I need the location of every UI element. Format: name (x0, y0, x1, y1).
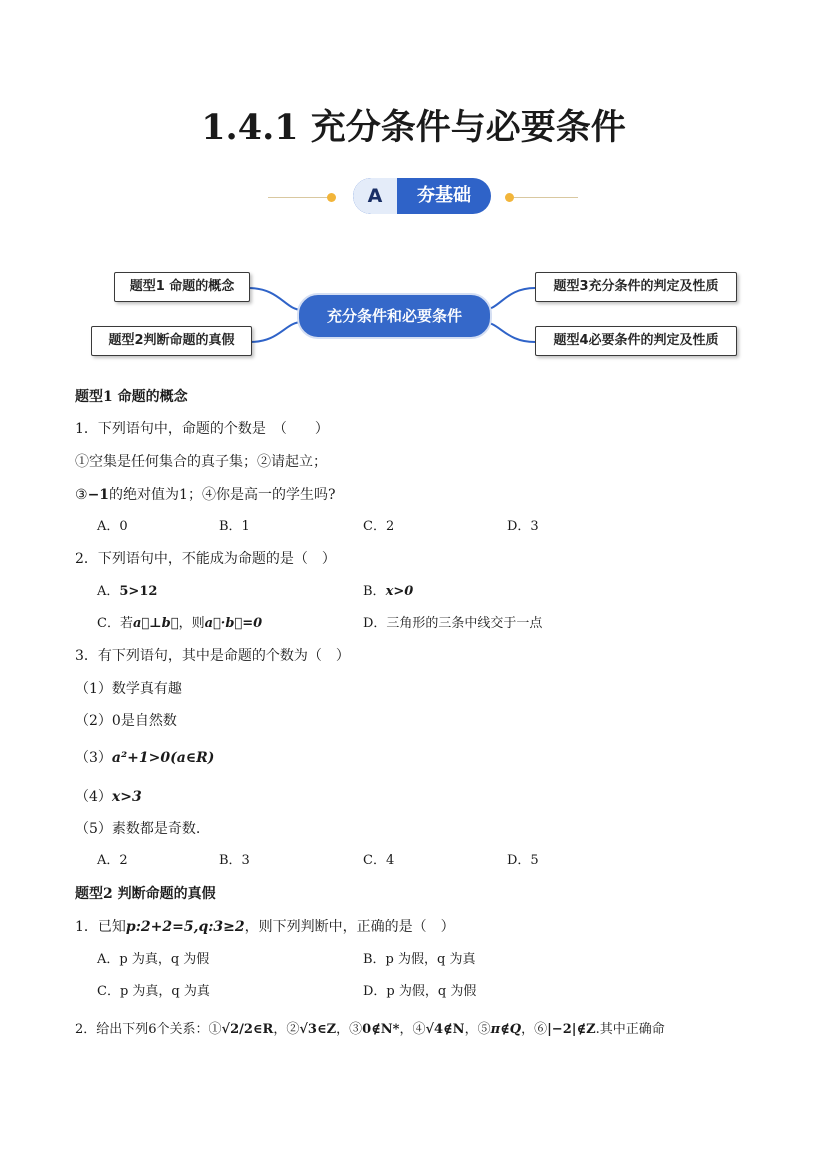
s1-q3-item3-math: a²+1>0(a∈R) (111, 750, 215, 766)
s1-q1-line2-suffix: 的绝对值为1；④你是高一的学生吗? (109, 487, 336, 503)
s2-q2-sep-3: ，③ (336, 1022, 363, 1037)
s2-q1-option-a: A．p 为真，q 为假 (97, 952, 210, 967)
badge-dot-right (505, 193, 514, 202)
s1-q3-item3-label: （3） (75, 750, 112, 766)
s2-q1-option-b: B．p 为假，q 为真 (363, 952, 476, 967)
s2-q2-sep-5: ，⑤ (464, 1022, 491, 1037)
s2-q1-stem-prefix: 1．已知 (75, 919, 126, 935)
s1-q2-option-a (97, 582, 157, 602)
s2-q1-stem (75, 917, 455, 937)
page-title: 1.4.1 充分条件与必要条件 (201, 107, 626, 148)
s1-q1-line2-math: −1 (87, 487, 110, 503)
badge-divider-right (514, 197, 578, 198)
section-badge (353, 178, 491, 214)
s1-q3-item5: （5）素数都是奇数. (75, 821, 201, 837)
s2-q2-relation-2: √3∈Z (299, 1022, 337, 1037)
badge-letter: A (353, 178, 397, 214)
s1-q1-line2 (75, 485, 335, 505)
s1-q1-line1: ①空集是任何集合的真子集；②请起立； (75, 454, 327, 470)
mind-map (80, 262, 750, 372)
s1-q3-item2: （2）0是自然数 (75, 713, 177, 729)
s2-q2-prefix: 2．给出下列6个关系：① (75, 1022, 222, 1037)
mind-map-node-type4: 题型4必要条件的判定及性质 (535, 326, 737, 356)
s2-q1-option-d: D．p 为假，q 为假 (363, 984, 477, 999)
s1-q2-b-label: B． (363, 584, 386, 599)
s2-q2-sep-6: ，⑥ (521, 1022, 548, 1037)
s1-q2-a-math: 5>12 (119, 584, 158, 599)
s1-q1-option-b: B．1 (219, 519, 250, 534)
s1-q2-option-b (363, 582, 413, 602)
s2-q2-suffix: .其中正确命 (595, 1022, 665, 1037)
s1-q2-a-label: A． (97, 584, 120, 599)
s1-q3-option-c: C．4 (363, 853, 395, 868)
s1-q3-stem: 3．有下列语句，其中是命题的个数为（ ） (75, 648, 350, 664)
s2-q2-relation-4: √4∉N (425, 1022, 465, 1037)
s2-q2-relation-5: π∉Q (490, 1022, 522, 1037)
section1-heading: 题型1 命题的概念 (75, 389, 188, 405)
mind-map-center: 充分条件和必要条件 (297, 293, 492, 339)
s1-q3-option-d: D．5 (507, 853, 539, 868)
s2-q1-stem-suffix: ，则下列判断中，正确的是（ ） (244, 919, 455, 935)
s1-q3-item3 (75, 748, 214, 768)
s1-q1-option-a: A．0 (97, 519, 128, 534)
s1-q1-option-c: C．2 (363, 519, 395, 534)
s1-q1-option-d: D．3 (507, 519, 539, 534)
s1-q2-option-d: D．三角形的三条中线交于一点 (363, 616, 543, 631)
s1-q3-item1: （1）数学真有趣 (75, 681, 182, 697)
mind-map-node-type1: 题型1 命题的概念 (114, 272, 250, 302)
s2-q1-stem-math: p:2+2=5,q:3≥2 (125, 919, 245, 935)
s1-q2-c-label: C．若 (97, 616, 133, 631)
s1-q3-item4-math: x>3 (111, 789, 142, 805)
mind-map-node-type3: 题型3充分条件的判定及性质 (535, 272, 737, 302)
badge-dot-left (327, 193, 336, 202)
badge-divider-left (268, 197, 332, 198)
s1-q2-b-math: x>0 (385, 584, 414, 599)
s1-q2-option-c (97, 614, 262, 634)
s1-q3-option-a: A．2 (97, 853, 128, 868)
section2-heading: 题型2 判断命题的真假 (75, 886, 216, 902)
s1-q2-stem: 2．下列语句中，不能成为命题的是（ ） (75, 551, 336, 567)
s2-q2-sep-2: ，② (273, 1022, 300, 1037)
s2-q2-relation-1: √2/2∈R (221, 1022, 274, 1037)
s1-q2-c-math2: a⃗·b⃗=0 (204, 616, 263, 631)
s2-q2-sep-4: ，④ (399, 1022, 426, 1037)
badge-text: 夯基础 (417, 185, 471, 206)
s1-q3-item4 (75, 787, 142, 807)
s1-q1-stem: 1．下列语句中，命题的个数是 （ ） (75, 421, 329, 437)
s2-q2-relation-3: 0∉N* (362, 1022, 400, 1037)
s1-q3-item4-label: （4） (75, 789, 112, 805)
s2-q1-option-c: C．p 为真，q 为真 (97, 984, 210, 999)
s1-q2-c-mid: ，则 (178, 616, 205, 631)
s1-q3-option-b: B．3 (219, 853, 250, 868)
s1-q1-line2-prefix: ③ (75, 487, 88, 503)
mind-map-node-type2: 题型2判断命题的真假 (91, 326, 252, 356)
s2-q2-stem (75, 1020, 665, 1040)
s2-q2-relation-6: |−2|∉Z (547, 1022, 596, 1037)
s1-q2-c-math1: a⃗⊥b⃗ (132, 616, 179, 631)
